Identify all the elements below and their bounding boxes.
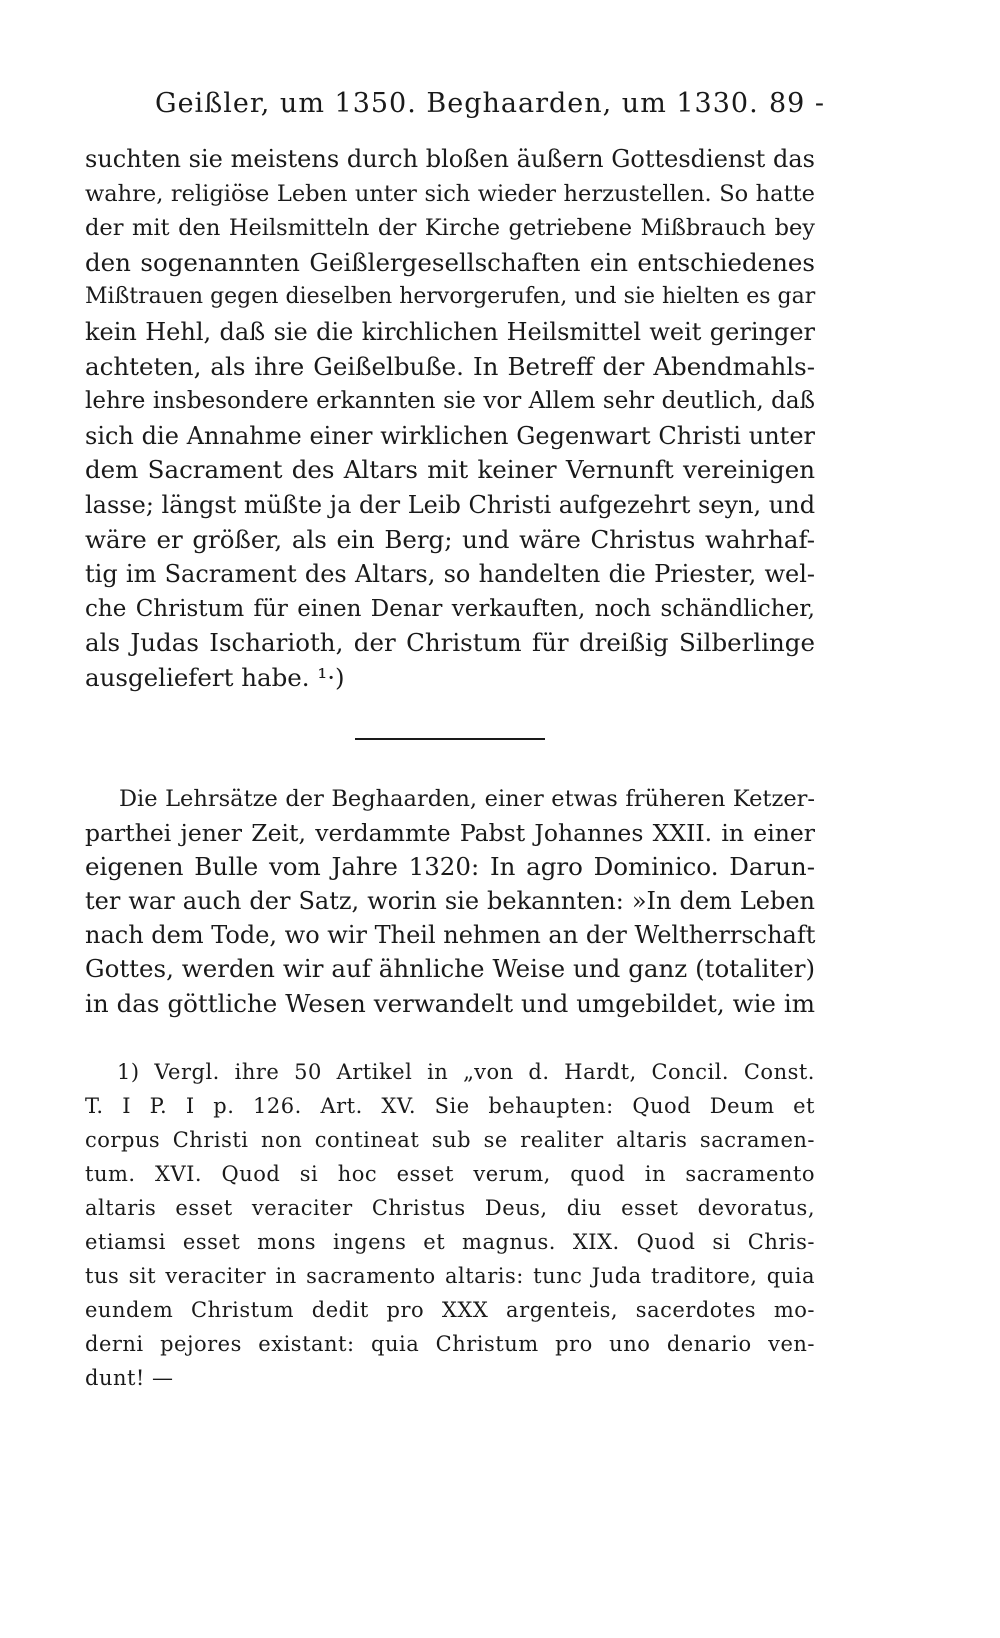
text-line: wahre, religiöse Leben unter sich wieder herzustellen. So hatte xyxy=(85,180,815,207)
page-number: 89 - xyxy=(768,88,825,119)
footnote-line: etiamsi esset mons ingens et magnus. XIX. Quod si Chris- xyxy=(85,1229,815,1254)
footnote-line: altaris esset veraciter Christus Deus, diu esset devoratus, xyxy=(85,1195,815,1220)
text-line: ter war auch der Satz, worin sie bekannten: »In dem Leben xyxy=(85,887,815,916)
footnote-line: 1) Vergl. ihre 50 Artikel in „von d. Hardt, Concil. Const. xyxy=(117,1059,815,1084)
text-line: in das göttliche Wesen verwandelt und umgebildet, wie im xyxy=(85,988,815,1018)
footnote-line: eundem Christum dedit pro XXX argenteis, sacerdotes mo- xyxy=(85,1297,815,1322)
text-line: dem Sacrament des Altars mit keiner Vernunft vereinigen xyxy=(85,455,815,485)
text-line: parthei jener Zeit, verdammte Pabst Johannes XXII. in einer xyxy=(85,818,815,847)
text-line: lehre insbesondere erkannten sie vor Allem sehr deutlich, daß xyxy=(85,388,815,415)
text-line: Mißtrauen gegen dieselben hervorgerufen, und sie hielten es gar xyxy=(85,284,816,310)
text-line: tig im Sacrament des Altars, so handelten die Priester, wel- xyxy=(85,560,815,589)
text-line: der mit den Heilsmitteln der Kirche getriebene Mißbrauch bey xyxy=(85,215,815,242)
footnote-line: corpus Christi non contineat sub se realiter altaris sacramen- xyxy=(85,1127,815,1152)
text-line: eigenen Bulle vom Jahre 1320: In agro Dominico. Darun- xyxy=(85,851,815,881)
text-line: wäre er größer, als ein Berg; und wäre Christus wahrhaf- xyxy=(85,524,815,554)
footnote-line: tus sit veraciter in sacramento altaris: tunc Juda traditore, quia xyxy=(85,1263,815,1288)
text-line: lasse; längst müßte ja der Leib Christi aufgezehrt seyn, und xyxy=(85,490,816,519)
text-line: che Christum für einen Denar verkauften, noch schändlicher, xyxy=(85,595,815,622)
text-line: Gottes, werden wir auf ähnliche Weise und ganz (totaliter) xyxy=(85,954,815,984)
text-line: Die Lehrsätze der Beghaarden, einer etwas früheren Ketzer- xyxy=(119,785,815,812)
paragraph-1 xyxy=(85,142,815,696)
footnote xyxy=(85,1055,815,1395)
footnote-line: T. I P. I p. 126. Art. XV. Sie behaupten: Quod Deum et xyxy=(85,1093,815,1118)
running-head-title: Geißler, um 1350. Beghaarden, um 1330. xyxy=(155,88,759,119)
footnote-line: derni pejores existant: quia Christum pro uno denario ven- xyxy=(85,1331,815,1356)
footnote-line: dunt! — xyxy=(85,1365,174,1390)
running-head xyxy=(85,88,825,132)
footnote-spacer xyxy=(85,1021,815,1055)
text-line: den sogenannten Geißlergesellschaften ein entschiedenes xyxy=(85,247,815,277)
section-separator xyxy=(355,738,545,740)
footnote-line: tum. XVI. Quod si hoc esset verum, quod in sacramento xyxy=(85,1161,815,1186)
book-page xyxy=(85,88,825,1395)
text-line: nach dem Tode, wo wir Theil nehmen an der Weltherrschaft xyxy=(85,921,816,950)
text-line: kein Hehl, daß sie die kirchlichen Heilsmittel weit geringer xyxy=(85,317,815,346)
text-line: sich die Annahme einer wirklichen Gegenwart Christi unter xyxy=(85,421,815,450)
text-line: als Judas Ischarioth, der Christum für dreißig Silberlinge xyxy=(85,628,815,658)
text-line: achteten, als ihre Geißelbuße. In Betreff der Abendmahls- xyxy=(85,351,815,381)
paragraph-2 xyxy=(85,782,815,1021)
text-line: ausgeliefert habe. ¹·) xyxy=(85,662,345,692)
text-line: suchten sie meistens durch bloßen äußern Gottesdienst das xyxy=(85,145,815,173)
